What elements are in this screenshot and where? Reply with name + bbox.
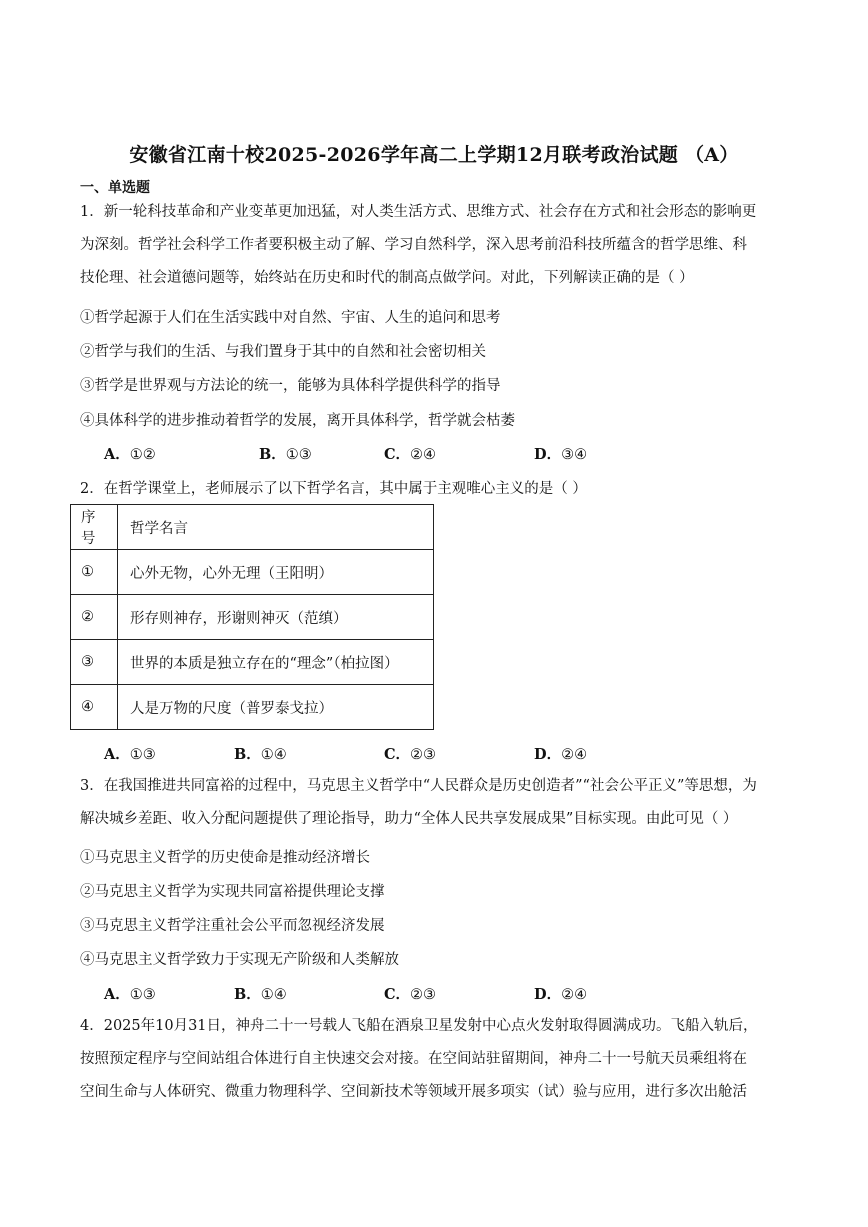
section-heading: 一、单选题: [80, 180, 150, 196]
question-4-line: 按照预定程序与空间站组合体进行自主快速交会对接。在空间站驻留期间，神舟二十一号航天员乘组将在: [80, 1051, 747, 1067]
question-3-option: ④马克思主义哲学致力于实现无产阶级和人类解放: [80, 952, 399, 968]
question-1-stem: [80, 196, 800, 295]
table-cell: ②: [71, 595, 118, 640]
question-4-line: 空间生命与人体研究、微重力物理科学、空间新技术等领域开展多项实（试）验与应用，进行多次出舱活: [80, 1084, 747, 1100]
question-1-option: ①哲学起源于人们在生活实践中对自然、宇宙、人生的追问和思考: [80, 310, 501, 326]
question-1-line: 技伦理、社会道德问题等，始终站在历史和时代的制高点做学问。对此，下列解读正确的是（ ）: [80, 270, 694, 286]
question-1-option: ④具体科学的进步推动着哲学的发展，离开具体科学，哲学就会枯萎: [80, 413, 515, 429]
table-row: [71, 640, 434, 685]
question-3-line: 解决城乡差距、收入分配问题提供了理论指导，助力“全体人民共享发展成果”目标实现。由此可见（ ）: [80, 811, 738, 827]
choice-a[interactable]: A．①③: [104, 746, 156, 763]
question-2-stem: 2．在哲学课堂上，老师展示了以下哲学名言，其中属于主观唯心主义的是（ ）: [80, 481, 587, 497]
table-row: [71, 550, 434, 595]
quotes-table: [70, 504, 434, 730]
table-cell: 人是万物的尺度（普罗泰戈拉）: [118, 685, 434, 730]
choice-b[interactable]: B．①④: [234, 746, 287, 763]
choice-c[interactable]: C．②④: [384, 446, 437, 463]
question-1-option: ③哲学是世界观与方法论的统一，能够为具体科学提供科学的指导: [80, 378, 501, 394]
question-1-line: 为深刻。哲学社会科学工作者要积极主动了解、学习自然科学，深入思考前沿科技所蕴含的哲学思维、科: [80, 237, 747, 253]
question-1-line: 1．新一轮科技革命和产业变革更加迅猛，对人类生活方式、思维方式、社会存在方式和社会形态的影响更: [80, 204, 757, 220]
question-1-option: ②哲学与我们的生活、与我们置身于其中的自然和社会密切相关: [80, 344, 486, 360]
question-3-option: ③马克思主义哲学注重社会公平而忽视经济发展: [80, 918, 385, 934]
question-3-option: ②马克思主义哲学为实现共同富裕提供理论支撑: [80, 884, 385, 900]
table-cell: 心外无物，心外无理（王阳明）: [118, 550, 434, 595]
choice-a[interactable]: A．①②: [104, 446, 156, 463]
table-cell: 世界的本质是独立存在的“理念”（柏拉图）: [118, 640, 434, 685]
table-header-cell: 哲学名言: [118, 505, 434, 550]
question-3-option: ①马克思主义哲学的历史使命是推动经济增长: [80, 850, 370, 866]
choice-d[interactable]: D．③④: [534, 446, 588, 463]
choice-d[interactable]: D．②④: [534, 746, 588, 763]
table-cell: 形存则神存，形谢则神灭（范缜）: [118, 595, 434, 640]
choice-b[interactable]: B．①③: [259, 446, 312, 463]
table-header-cell: 序号: [71, 505, 118, 550]
choice-c[interactable]: C．②③: [384, 986, 437, 1003]
choice-d[interactable]: D．②④: [534, 986, 588, 1003]
table-cell: ①: [71, 550, 118, 595]
choice-b[interactable]: B．①④: [234, 986, 287, 1003]
table-row: [71, 595, 434, 640]
table-header-row: [71, 505, 434, 550]
question-3-line: 3．在我国推进共同富裕的过程中，马克思主义哲学中“人民群众是历史创造者”“社会公平正义”等思想，为: [80, 778, 757, 794]
question-3-stem: [80, 770, 800, 836]
question-4-line: 4．2025年10月31日，神舟二十一号载人飞船在酒泉卫星发射中心点火发射取得圆满成功。飞船入轨后，: [80, 1018, 758, 1034]
table-cell: ③: [71, 640, 118, 685]
choice-c[interactable]: C．②③: [384, 746, 437, 763]
choice-a[interactable]: A．①③: [104, 986, 156, 1003]
table-row: [71, 685, 434, 730]
question-4-stem: [80, 1010, 800, 1109]
table-cell: ④: [71, 685, 118, 730]
page-title: 安徽省江南十校2025-2026学年高二上学期12月联考政治试题 （A）: [129, 144, 739, 166]
